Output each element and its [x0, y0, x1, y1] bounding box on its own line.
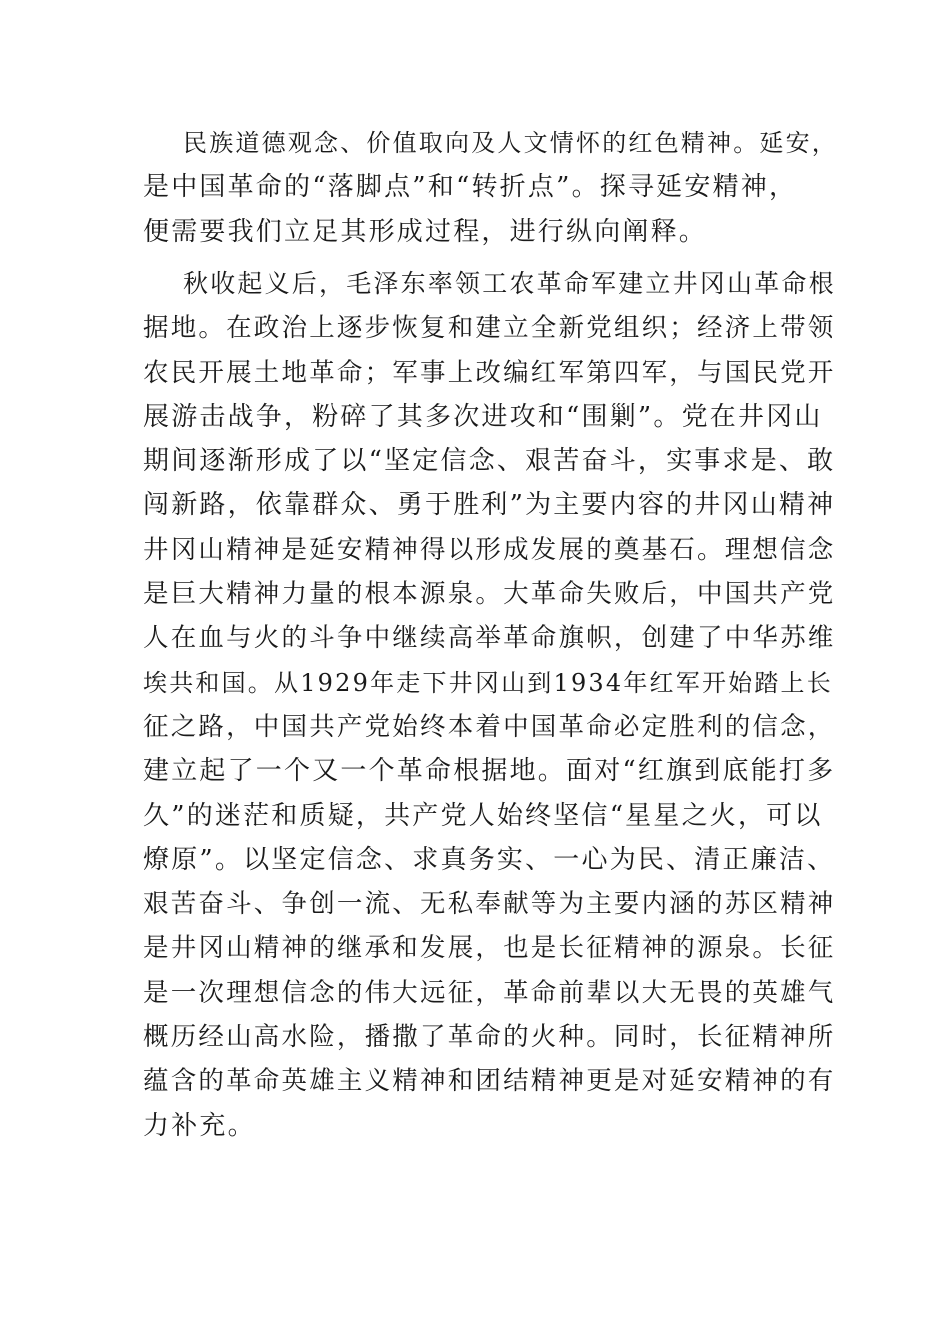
text-line: 蕴含的革命英雄主义精神和团结精神更是对延安精神的有	[143, 1066, 836, 1097]
text-line: 据地。在政治上逐步恢复和建立全新党组织；经济上带领	[143, 313, 836, 344]
text-line: 力补充。	[143, 1110, 256, 1141]
text-line: 是巨大精神力量的根本源泉。大革命失败后，中国共产党	[143, 579, 836, 610]
text-line: 征之路，中国共产党始终本着中国革命必定胜利的信念，	[143, 711, 836, 742]
paragraph-1	[143, 121, 843, 254]
paragraph-2	[143, 262, 843, 1148]
text-line: 闯新路，依靠群众、勇于胜利”为主要内容的井冈山精神	[143, 490, 836, 521]
text-line: 建立起了一个又一个革命根据地。面对“红旗到底能打多	[143, 756, 836, 787]
text-line: 艰苦奋斗、争创一流、无私奉献等为主要内涵的苏区精神	[143, 889, 836, 920]
text-line: 人在血与火的斗争中继续高举革命旗帜，创建了中华苏维	[143, 623, 836, 654]
text-line: 埃共和国。从1929年走下井冈山到1934年红军开始踏上长	[143, 668, 833, 697]
text-line: 是中国革命的“落脚点”和“转折点”。探寻延安精神，	[143, 172, 798, 203]
text-line: 概历经山高水险，播撒了革命的火种。同时，长征精神所	[143, 1022, 836, 1053]
text-line: 民族道德观念、价值取向及人文情怀的红色精神。延安，	[183, 129, 838, 157]
text-line: 井冈山精神是延安精神得以形成发展的奠基石。理想信念	[143, 534, 836, 565]
text-line: 秋收起义后，毛泽东率领工农革命军建立井冈山革命根	[183, 269, 836, 298]
text-line: 便需要我们立足其形成过程，进行纵向阐释。	[143, 216, 708, 247]
text-line: 燎原”。以坚定信念、求真务实、一心为民、清正廉洁、	[143, 844, 836, 875]
text-line: 期间逐渐形成了以“坚定信念、艰苦奋斗，实事求是、敢	[143, 446, 836, 477]
text-line: 农民开展土地革命；军事上改编红军第四军，与国民党开	[143, 357, 836, 388]
text-line: 久”的迷茫和质疑，共产党人始终坚信“星星之火，可以	[143, 800, 823, 831]
text-line: 是一次理想信念的伟大远征，革命前辈以大无畏的英雄气	[143, 977, 836, 1008]
text-line: 是井冈山精神的继承和发展，也是长征精神的源泉。长征	[143, 933, 836, 964]
text-line: 展游击战争，粉碎了其多次进攻和“围剿”。党在井冈山	[143, 401, 823, 432]
